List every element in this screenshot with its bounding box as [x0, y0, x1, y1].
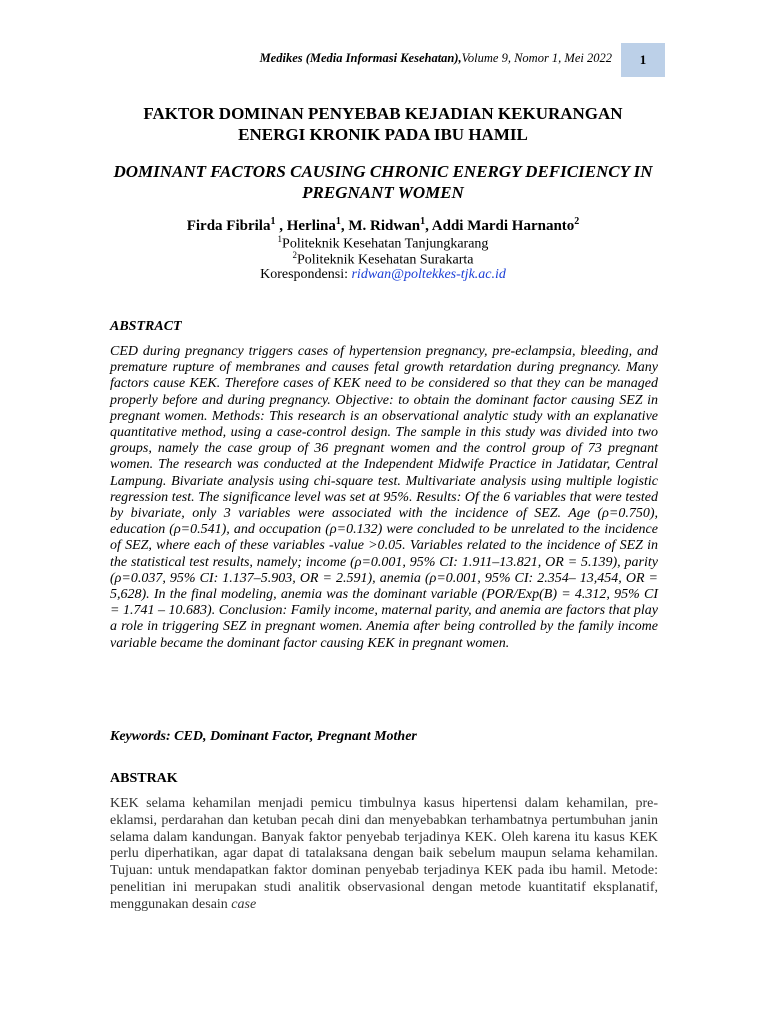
author-affiliation-mark: 1: [270, 216, 276, 227]
author-affiliation-mark: 1: [420, 216, 426, 227]
keywords-label: Keywords: [110, 729, 166, 744]
author-separator: ,: [340, 218, 349, 234]
page-number-box: [621, 43, 665, 77]
author-affiliation-mark: 2: [574, 216, 580, 227]
correspondence-email-link[interactable]: ridwan@poltekkes-tjk.ac.id: [351, 267, 506, 282]
page-number: 1: [639, 52, 647, 67]
author-separator: ,: [425, 218, 432, 234]
keywords-text: : CED, Dominant Factor, Pregnant Mother: [166, 729, 417, 744]
keywords-line: [110, 729, 417, 745]
abstract-text: CED during pregnancy triggers cases of hypertension pregnancy, pre-eclampsia, bleeding, and premature rupture of membranes and causes fetal growth retardation during pregnancy. Many factors cause KEK. Therefore cases of KEK need to be considered so that they can be managed properly before and during pregnancy. Objective: to obtain the dominant factor causing SEZ in pregnant women. Methods: This research is an observational analytic study with an explanative quantitative method, using a case-control design. The sample in this study was divided into two groups, namely the case group of 36 pregnant women and the control group of 73 pregnant women. The research was conducted at the Independent Midwife Practice in Jatidatar, Central Lampung. Bivariate analysis using chi-square test. Multivariate analysis using multiple logistic regression test. The significance level was set at 95%. Results: Of the 6 variables that were tested by bivariate, only 3 variables were associated with the incidence of SEZ. Age (ρ=0.750), education (ρ=0.541), and occupation (ρ=0.132) were concluded to be unrelated to the incidence of SEZ, where each of these variables -value >0.05. Variables related to the incidence of SEZ in the statistical test results, namely; income (ρ=0.001, 95% CI: 1.911–13.821, OR = 5.139), parity (ρ=0.037, 95% CI: 1.137–5.903, OR = 2.591), anemia (ρ=0.001, 95% CI: 2.354– 13,454, OR = 5,628). In the final modeling, anemia was the dominant variable (POR/Exp(B) = 4.312, 95% CI = 1.741 – 10.683). Conclusion: Family income, maternal parity, and anemia are factors that play a role in triggering SEZ in pregnant women. Anemia after being controlled by the family income variable became the dominant factor causing KEK in pregnant women.: [110, 344, 658, 651]
author-name: M. Ridwan: [348, 218, 421, 234]
journal-name: Medikes (Media Informasi Kesehatan),: [259, 51, 462, 65]
author-list: [108, 216, 658, 235]
abstrak-text: [110, 796, 658, 914]
journal-header: [260, 51, 612, 66]
author-name: Addi Mardi Harnanto: [431, 218, 575, 234]
abstrak-heading: ABSTRAK: [110, 771, 178, 786]
affiliation-mark: 1: [277, 234, 283, 244]
abstract-heading: ABSTRACT: [110, 319, 182, 334]
paper-title-english: DOMINANT FACTORS CAUSING CHRONIC ENERGY DEFICIENCY IN PREGNANT WOMEN: [113, 162, 653, 202]
author-name: Firda Fibrila: [186, 218, 271, 234]
journal-volume: Volume 9, Nomor 1, Mei 2022: [461, 51, 612, 65]
paper-title-indonesian: FAKTOR DOMINAN PENYEBAB KEJADIAN KEKURANGAN ENERGI KRONIK PADA IBU HAMIL: [143, 104, 623, 144]
abstrak-trailing-italic: case: [231, 896, 257, 912]
affiliation-name: Politeknik Kesehatan Surakarta: [296, 252, 474, 268]
correspondence-line: [108, 267, 658, 283]
affiliation-mark: 2: [292, 250, 297, 260]
author-name: Herlina: [286, 218, 336, 234]
author-separator: ,: [275, 218, 287, 234]
author-affiliation-mark: 1: [335, 216, 341, 227]
affiliation-name: Politeknik Kesehatan Tanjungkarang: [282, 236, 489, 252]
correspondence-label: Korespondensi:: [260, 267, 352, 282]
affiliation-2: [108, 250, 658, 269]
abstrak-body: KEK selama kehamilan menjadi pemicu timbulnya kasus hipertensi dalam kehamilan, pre-eklamsi, perdarahan dan ketuban pecah dini dan menyebabkan terhambatnya pertumbuhan janin selama dalam kandungan. Banyak faktor penyebab terjadinya KEK. Oleh karena itu kasus KEK perlu diperhatikan, agar dapat di tatalaksana dengan baik sebelum maupun selama kehamilan. Tujuan: untuk mendapatkan faktor dominan penyebab terjadinya KEK pada ibu hamil. Metode: penelitian ini merupakan studi analitik observasional dengan metode kuantitatif eksplanatif, menggunakan desain: [110, 796, 658, 912]
